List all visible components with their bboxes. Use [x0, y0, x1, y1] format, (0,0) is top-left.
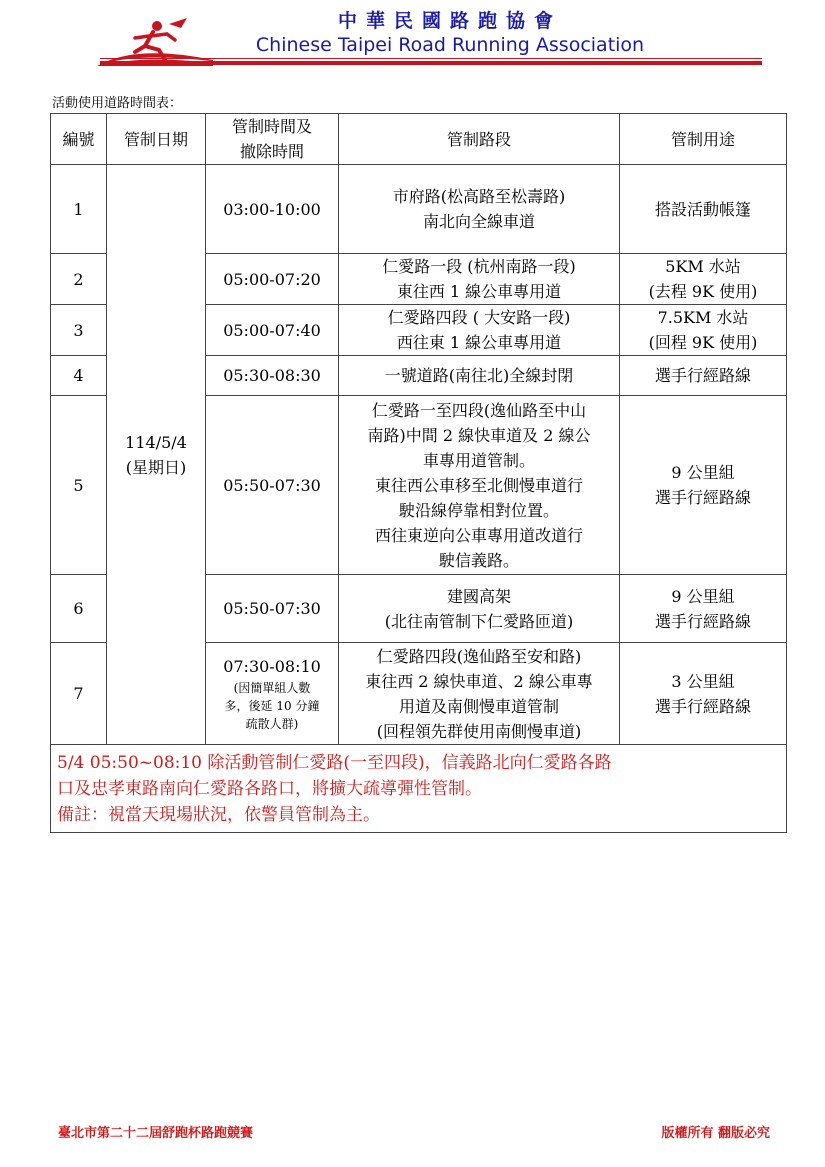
row-no: 3 [51, 305, 107, 356]
road-line: 西往東逆向公車專用道改道行 [374, 525, 583, 545]
header-no: 編號 [51, 114, 107, 165]
org-name-zh: 中華民國路跑協會 [337, 10, 562, 32]
control-date-cell [107, 165, 206, 745]
road-line: 南路)中間 2 線快車道及 2 線公 [367, 425, 591, 445]
row-road [339, 643, 620, 745]
row-time: 05:50-07:30 [206, 575, 339, 643]
note-line: 口及忠孝東路南向仁愛路各路口，將擴大疏導彈性管制。 [57, 778, 482, 799]
letterhead [0, 0, 825, 80]
header-time [206, 114, 339, 165]
row-no: 7 [51, 643, 107, 745]
header-purpose: 管制用途 [620, 114, 787, 165]
row-road: 一號道路(南往北)全線封閉 [339, 356, 620, 396]
row-purpose: 搭設活動帳篷 [620, 165, 787, 254]
row-no: 5 [51, 396, 107, 575]
row-time: 05:50-07:30 [206, 396, 339, 575]
traffic-note-cell [51, 745, 787, 833]
row-time: 05:30-08:30 [206, 356, 339, 396]
row-time: 03:00-10:00 [206, 165, 339, 254]
footer-event-name: 臺北市第二十二屆舒跑杯路跑競賽 [58, 1126, 254, 1141]
purpose-line: 7.5KM 水站 [657, 308, 749, 327]
purpose-line: 選手行經路線 [654, 696, 751, 716]
purpose-line: 9 公里組 [671, 463, 735, 482]
road-line: 東往西 1 線公車專用道 [396, 282, 562, 301]
road-line: (回程領先群使用南側慢車道) [376, 721, 582, 741]
row-purpose [620, 305, 787, 356]
road-line: 市府路(松高路至松壽路) [392, 187, 566, 206]
header-road: 管制路段 [339, 114, 620, 165]
table-caption: 活動使用道路時間表： [52, 96, 183, 111]
time-note-line: 疏散人群) [245, 717, 299, 731]
row-time [206, 643, 339, 745]
row-no: 1 [51, 165, 107, 254]
road-line: 用道及南側慢車道管制 [398, 696, 559, 716]
road-line: 建國高架 [446, 586, 511, 606]
road-line: 車專用道管制。 [422, 450, 535, 470]
road-line: 南北向全線車道 [422, 212, 535, 231]
road-line: 東往西公車移至北側慢車道行 [374, 475, 583, 495]
date-line1: 114/5/4 [125, 432, 187, 452]
road-line: 仁愛路四段 ( 大安路一段) [387, 308, 571, 327]
purpose-line: 9 公里組 [671, 586, 735, 606]
date-line2: (星期日) [125, 457, 187, 477]
road-line: 駛沿線停靠相對位置。 [398, 500, 559, 520]
time-note-line: 多，後延 10 分鐘 [224, 699, 320, 713]
table-row [51, 165, 787, 254]
road-line: (北往南管制下仁愛路匝道) [384, 611, 574, 631]
road-line: 仁愛路一至四段(逸仙路至中山 [371, 400, 587, 420]
footer-copyright: 版權所有 翻版必究 [661, 1126, 770, 1141]
time-note-line: (因簡單組人數 [233, 681, 311, 695]
header-time-line2: 撤除時間 [239, 142, 304, 161]
row-no: 4 [51, 356, 107, 396]
row-time: 05:00-07:20 [206, 254, 339, 305]
row-purpose [620, 396, 787, 575]
row-road [339, 165, 620, 254]
row-road [339, 254, 620, 305]
purpose-line: 選手行經路線 [654, 488, 751, 507]
purpose-line: 5KM 水站 [665, 257, 741, 276]
purpose-line: 3 公里組 [671, 671, 735, 691]
purpose-line: (去程 9K 使用) [648, 282, 758, 301]
row-purpose [620, 643, 787, 745]
header-rule-thin [100, 58, 762, 59]
org-name-en: Chinese Taipei Road Running Association [255, 34, 645, 56]
road-line: 仁愛路一段 (杭州南路一段) [382, 257, 576, 276]
road-line: 西往東 1 線公車專用道 [396, 333, 562, 352]
road-line: 駛信義路。 [438, 550, 519, 570]
table-note-row [51, 745, 787, 833]
table-header-row [51, 114, 787, 165]
remark-line: 備註：視當天現場狀況，依警員管制為主。 [57, 804, 380, 825]
row-no: 6 [51, 575, 107, 643]
row-road [339, 575, 620, 643]
time-value: 07:30-08:10 [223, 657, 321, 676]
note-line: 5/4 05:50~08:10 除活動管制仁愛路(一至四段)，信義路北向仁愛路各路 [57, 752, 612, 773]
row-purpose [620, 575, 787, 643]
row-purpose: 選手行經路線 [620, 356, 787, 396]
header-date: 管制日期 [107, 114, 206, 165]
row-time: 05:00-07:40 [206, 305, 339, 356]
road-line: 仁愛路四段(逸仙路至安和路) [376, 646, 582, 666]
header-rule-thick [100, 61, 762, 65]
row-road [339, 396, 620, 575]
row-no: 2 [51, 254, 107, 305]
row-purpose [620, 254, 787, 305]
purpose-line: (回程 9K 使用) [648, 333, 758, 352]
road-schedule-table [50, 113, 787, 833]
row-road [339, 305, 620, 356]
purpose-line: 選手行經路線 [654, 611, 751, 631]
header-time-line1: 管制時間及 [231, 117, 312, 136]
road-line: 東往西 2 線快車道、2 線公車專 [365, 671, 593, 691]
